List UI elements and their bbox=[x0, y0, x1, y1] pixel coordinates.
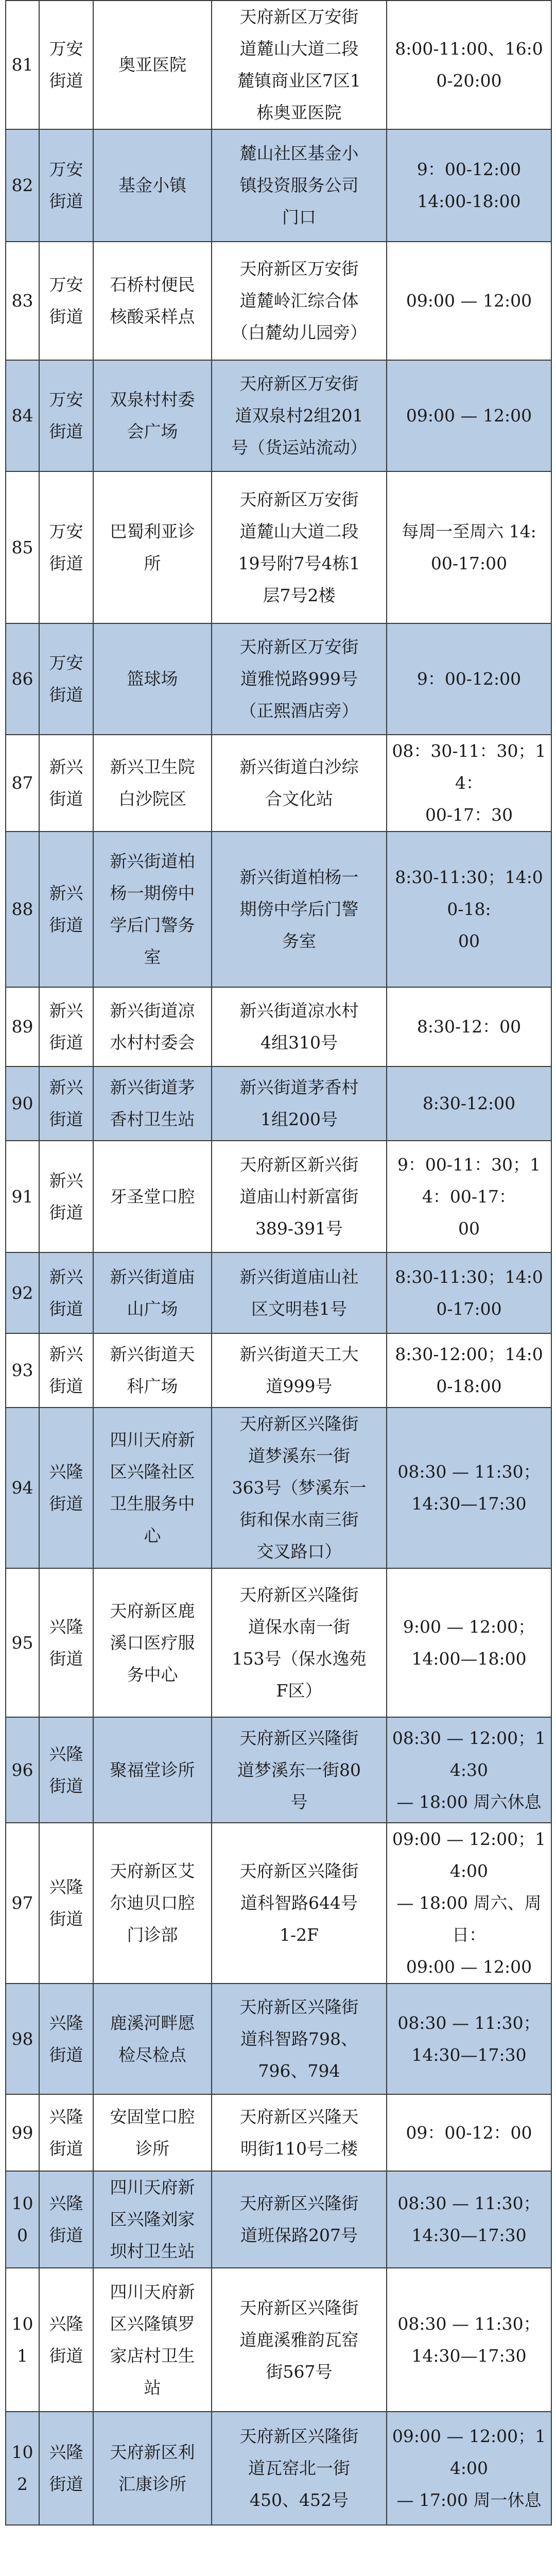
row-number-cell bbox=[6, 735, 39, 832]
street-cell bbox=[39, 2268, 93, 2412]
hours-cell bbox=[387, 1, 551, 129]
table-row bbox=[6, 242, 551, 360]
site-name-cell bbox=[93, 832, 212, 987]
address-text: 天府新区兴隆街 道科智路644号 1-2F bbox=[239, 1861, 359, 1945]
street-cell bbox=[39, 1141, 93, 1252]
street-cell bbox=[39, 1333, 93, 1408]
row-number-cell bbox=[6, 129, 39, 242]
hours-cell bbox=[387, 1568, 551, 1717]
hours-text: 8:30-12:00；14:00-18:00 bbox=[395, 1344, 543, 1396]
street-text: 万安 街道 bbox=[49, 389, 83, 442]
street-cell bbox=[39, 242, 93, 360]
hours-text: 09：00-12：00 bbox=[406, 2122, 532, 2143]
site-name-cell bbox=[93, 129, 212, 242]
site-name-cell bbox=[93, 1141, 212, 1252]
hours-text: 08:30 — 11:30； 14:30—17:30 bbox=[397, 2313, 541, 2366]
address-text: 天府新区兴隆街 道梦溪东一街 363号（梦溪东一 街和保水南三街 交叉路口） bbox=[232, 1414, 367, 1562]
street-cell bbox=[39, 1823, 93, 1984]
site-name-text: 牙圣堂口腔 bbox=[110, 1186, 195, 1207]
site-name-text: 天府新区利 汇康诊所 bbox=[110, 2442, 195, 2494]
hours-text: 8:00-11:00、16:00-20:00 bbox=[395, 39, 543, 91]
row-number-cell bbox=[6, 2171, 39, 2268]
street-text: 兴隆 街道 bbox=[49, 1743, 83, 1796]
street-text: 万安 街道 bbox=[49, 275, 83, 327]
site-name-cell bbox=[93, 987, 212, 1066]
table-row bbox=[6, 2412, 551, 2525]
site-name-text: 四川天府新 区兴隆镇罗 家店村卫生 站 bbox=[110, 2281, 195, 2398]
site-name-cell bbox=[93, 360, 212, 471]
site-name-cell bbox=[93, 1984, 212, 2094]
street-text: 新兴 街道 bbox=[49, 883, 83, 935]
hours-cell bbox=[387, 2412, 551, 2525]
street-cell bbox=[39, 1, 93, 129]
street-text: 万安 街道 bbox=[49, 653, 83, 705]
address-text: 新兴街道白沙综 合文化站 bbox=[239, 757, 359, 809]
address-text: 天府新区兴隆街 道瓦窑北一街 450、452号 bbox=[239, 2426, 359, 2510]
street-cell bbox=[39, 2171, 93, 2268]
hours-text: 8:30-11:30；14:00-17:00 bbox=[395, 1266, 543, 1319]
street-cell bbox=[39, 987, 93, 1066]
street-cell bbox=[39, 2412, 93, 2525]
hours-cell bbox=[387, 129, 551, 242]
table-row bbox=[6, 1252, 551, 1333]
row-number-cell bbox=[6, 1717, 39, 1823]
address-text: 天府新区万安街 道麓岭汇综合体 （白麓幼儿园旁） bbox=[231, 259, 367, 343]
street-text: 新兴 街道 bbox=[49, 1170, 83, 1223]
row-number-text: 91 bbox=[11, 1186, 33, 1207]
street-text: 兴隆 街道 bbox=[49, 2442, 83, 2494]
row-number-cell bbox=[6, 2094, 39, 2171]
row-number-cell bbox=[6, 832, 39, 987]
row-number-text: 99 bbox=[11, 2122, 33, 2143]
site-name-cell bbox=[93, 242, 212, 360]
street-text: 万安 街道 bbox=[49, 39, 83, 91]
address-text: 新兴街道茅香村 1组200号 bbox=[239, 1077, 359, 1129]
row-number-text: 84 bbox=[11, 405, 33, 426]
site-name-cell bbox=[93, 1568, 212, 1717]
row-number-text: 81 bbox=[11, 55, 33, 75]
site-name-text: 四川天府新 区兴隆刘家 坝村卫生站 bbox=[110, 2177, 195, 2261]
row-number-text: 97 bbox=[11, 1893, 33, 1913]
hours-cell bbox=[387, 242, 551, 360]
site-name-text: 新兴街道庙 山广场 bbox=[110, 1266, 195, 1319]
row-number-text: 94 bbox=[11, 1478, 33, 1498]
street-text: 兴隆 街道 bbox=[49, 2012, 83, 2065]
site-name-cell bbox=[93, 2094, 212, 2171]
row-number-cell bbox=[6, 1823, 39, 1984]
address-text: 天府新区兴隆街 道班保路207号 bbox=[239, 2193, 359, 2245]
street-cell bbox=[39, 360, 93, 471]
hours-cell bbox=[387, 360, 551, 471]
street-text: 万安 街道 bbox=[49, 521, 83, 573]
address-cell bbox=[212, 1717, 387, 1823]
hours-text: 8:30-11:30；14:00-18: 00 bbox=[395, 867, 543, 951]
hours-cell bbox=[387, 623, 551, 735]
address-cell bbox=[212, 2412, 387, 2525]
row-number-text: 93 bbox=[11, 1360, 33, 1380]
address-cell bbox=[212, 2268, 387, 2412]
site-name-cell bbox=[93, 2171, 212, 2268]
hours-cell bbox=[387, 735, 551, 832]
table-row bbox=[6, 623, 551, 735]
street-cell bbox=[39, 832, 93, 987]
row-number-cell bbox=[6, 2412, 39, 2525]
address-cell bbox=[212, 1, 387, 129]
street-text: 新兴 街道 bbox=[49, 1001, 83, 1053]
row-number-text: 96 bbox=[11, 1759, 33, 1780]
hours-cell bbox=[387, 1823, 551, 1984]
street-text: 兴隆 街道 bbox=[49, 2313, 83, 2366]
site-name-cell bbox=[93, 1408, 212, 1568]
table-row bbox=[6, 832, 551, 987]
address-text: 天府新区兴隆街 道梦溪东一街80 号 bbox=[237, 1727, 361, 1812]
row-number-text: 82 bbox=[11, 175, 33, 195]
site-name-text: 新兴街道柏 杨一期傍中 学后门警务 室 bbox=[110, 851, 195, 967]
street-cell bbox=[39, 471, 93, 623]
hours-text: 09:00 — 12:00；14:00 — 18:00 周六、周日： 09:00 — 12:00 bbox=[392, 1829, 546, 1977]
row-number-text: 86 bbox=[11, 669, 33, 689]
address-text: 天府新区万安街 道双泉村2组201 号（货运站流动） bbox=[231, 374, 367, 457]
street-text: 新兴 街道 bbox=[49, 1344, 83, 1396]
hours-text: 08：30-11：30；14： 00-17：30 bbox=[392, 741, 546, 825]
row-number-cell bbox=[6, 1141, 39, 1252]
site-name-text: 双泉村村委 会广场 bbox=[110, 389, 195, 442]
address-cell bbox=[212, 1984, 387, 2094]
site-name-text: 巴蜀利亚诊 所 bbox=[110, 521, 195, 573]
address-cell bbox=[212, 1333, 387, 1408]
row-number-cell bbox=[6, 1984, 39, 2094]
street-cell bbox=[39, 623, 93, 735]
address-cell bbox=[212, 1408, 387, 1568]
row-number-text: 102 bbox=[11, 2442, 33, 2494]
row-number-text: 85 bbox=[11, 537, 33, 557]
street-text: 万安 街道 bbox=[49, 159, 83, 211]
site-name-cell bbox=[93, 623, 212, 735]
hours-cell bbox=[387, 832, 551, 987]
hours-text: 每周一至周六 14: 00-17:00 bbox=[402, 521, 536, 573]
row-number-cell bbox=[6, 987, 39, 1066]
table-row bbox=[6, 1408, 551, 1568]
site-name-text: 新兴街道茅 香村卫生站 bbox=[110, 1077, 195, 1129]
site-name-cell bbox=[93, 471, 212, 623]
site-name-cell bbox=[93, 2412, 212, 2525]
address-text: 天府新区万安街 道麓山大道二段 麓镇商业区7区1 栋奥亚医院 bbox=[237, 7, 361, 123]
row-number-text: 90 bbox=[11, 1093, 33, 1113]
table-row bbox=[6, 2268, 551, 2412]
address-text: 天府新区兴隆天 明街110号二楼 bbox=[239, 2106, 359, 2159]
table-row bbox=[6, 987, 551, 1066]
street-cell bbox=[39, 735, 93, 832]
row-number-text: 89 bbox=[11, 1016, 33, 1037]
table-body bbox=[6, 1, 551, 2525]
site-name-text: 天府新区鹿 溪口医疗服 务中心 bbox=[110, 1600, 195, 1685]
table-row bbox=[6, 471, 551, 623]
site-name-text: 四川天府新 区兴隆社区 卫生服务中 心 bbox=[110, 1430, 195, 1546]
address-cell bbox=[212, 735, 387, 832]
site-name-cell bbox=[93, 1717, 212, 1823]
hours-cell bbox=[387, 2094, 551, 2171]
table-row bbox=[6, 1, 551, 129]
street-cell bbox=[39, 129, 93, 242]
address-cell bbox=[212, 360, 387, 471]
hours-cell bbox=[387, 1066, 551, 1141]
hours-cell bbox=[387, 2171, 551, 2268]
table-row bbox=[6, 1333, 551, 1408]
hours-cell bbox=[387, 1252, 551, 1333]
table-row bbox=[6, 1568, 551, 1717]
site-name-text: 新兴卫生院 白沙院区 bbox=[110, 757, 195, 809]
address-text: 新兴街道庙山社 区文明巷1号 bbox=[239, 1266, 359, 1319]
row-number-cell bbox=[6, 2268, 39, 2412]
site-name-cell bbox=[93, 1823, 212, 1984]
address-text: 天府新区兴隆街 道鹿溪雅韵瓦窑 街567号 bbox=[239, 2297, 359, 2382]
address-cell bbox=[212, 1568, 387, 1717]
address-text: 天府新区兴隆街 道保水南一街 153号（保水逸苑 F区） bbox=[232, 1584, 367, 1701]
site-name-cell bbox=[93, 2268, 212, 2412]
address-text: 天府新区新兴街 道庙山村新富街 389-391号 bbox=[239, 1154, 359, 1239]
site-name-text: 聚福堂诊所 bbox=[110, 1759, 195, 1780]
hours-text: 9：00-12:00 bbox=[416, 669, 522, 689]
row-number-text: 88 bbox=[11, 899, 33, 919]
hours-cell bbox=[387, 1717, 551, 1823]
hours-text: 08:30 — 12:00；14:30 — 18:00 周六休息 bbox=[392, 1727, 546, 1812]
site-name-cell bbox=[93, 1, 212, 129]
address-text: 麓山社区基金小 镇投资服务公司 门口 bbox=[239, 143, 359, 227]
address-text: 新兴街道天工大 道999号 bbox=[239, 1344, 359, 1396]
row-number-text: 101 bbox=[11, 2313, 33, 2366]
hours-text: 9：00-12:00 14:00-18:00 bbox=[416, 159, 522, 211]
site-name-text: 新兴街道凉 水村村委会 bbox=[110, 1001, 195, 1053]
address-cell bbox=[212, 832, 387, 987]
site-name-text: 新兴街道天 科广场 bbox=[110, 1344, 195, 1396]
row-number-cell bbox=[6, 1333, 39, 1408]
address-text: 新兴街道凉水村 4组310号 bbox=[239, 1001, 359, 1053]
row-number-cell bbox=[6, 1568, 39, 1717]
row-number-cell bbox=[6, 471, 39, 623]
table-row bbox=[6, 735, 551, 832]
hours-cell bbox=[387, 1141, 551, 1252]
address-cell bbox=[212, 242, 387, 360]
address-cell bbox=[212, 2094, 387, 2171]
address-cell bbox=[212, 1066, 387, 1141]
address-cell bbox=[212, 471, 387, 623]
row-number-cell bbox=[6, 1408, 39, 1568]
row-number-cell bbox=[6, 1066, 39, 1141]
site-name-cell bbox=[93, 1252, 212, 1333]
hours-text: 09:00 — 12:00 bbox=[406, 291, 532, 311]
street-cell bbox=[39, 1984, 93, 2094]
table-row bbox=[6, 1823, 551, 1984]
table-row bbox=[6, 1141, 551, 1252]
row-number-text: 95 bbox=[11, 1632, 33, 1653]
site-name-text: 奥亚医院 bbox=[118, 55, 186, 75]
hours-cell bbox=[387, 471, 551, 623]
table-row bbox=[6, 2171, 551, 2268]
hours-text: 9：00-11：30；14：00-17： 00 bbox=[397, 1154, 541, 1239]
hours-text: 08:30 — 11:30； 14:30—17:30 bbox=[397, 2012, 541, 2065]
address-cell bbox=[212, 987, 387, 1066]
street-cell bbox=[39, 1717, 93, 1823]
row-number-cell bbox=[6, 360, 39, 471]
site-name-cell bbox=[93, 735, 212, 832]
row-number-cell bbox=[6, 242, 39, 360]
address-cell bbox=[212, 1823, 387, 1984]
site-name-text: 篮球场 bbox=[127, 669, 178, 689]
row-number-cell bbox=[6, 623, 39, 735]
row-number-text: 87 bbox=[11, 773, 33, 793]
site-name-text: 石桥村便民 核酸采样点 bbox=[110, 275, 195, 327]
hours-cell bbox=[387, 987, 551, 1066]
address-cell bbox=[212, 2171, 387, 2268]
table-row bbox=[6, 129, 551, 242]
table-row bbox=[6, 360, 551, 471]
street-text: 新兴 街道 bbox=[49, 757, 83, 809]
site-name-text: 基金小镇 bbox=[118, 175, 186, 195]
site-name-cell bbox=[93, 1066, 212, 1141]
row-number-text: 98 bbox=[11, 2028, 33, 2049]
hours-cell bbox=[387, 2268, 551, 2412]
street-text: 兴隆 街道 bbox=[49, 1616, 83, 1669]
row-number-cell bbox=[6, 1252, 39, 1333]
hours-text: 08:30 — 11:30； 14:30—17:30 bbox=[397, 2193, 541, 2245]
street-cell bbox=[39, 1408, 93, 1568]
address-cell bbox=[212, 623, 387, 735]
table-row bbox=[6, 1717, 551, 1823]
street-cell bbox=[39, 2094, 93, 2171]
address-cell bbox=[212, 129, 387, 242]
street-text: 兴隆 街道 bbox=[49, 2193, 83, 2245]
street-text: 新兴 街道 bbox=[49, 1266, 83, 1319]
street-text: 兴隆 街道 bbox=[49, 1462, 83, 1514]
address-cell bbox=[212, 1252, 387, 1333]
table-row bbox=[6, 1984, 551, 2094]
address-cell bbox=[212, 1141, 387, 1252]
site-name-text: 鹿溪河畔愿 检尽检点 bbox=[110, 2012, 195, 2065]
table-row bbox=[6, 1066, 551, 1141]
row-number-text: 83 bbox=[11, 291, 33, 311]
street-text: 新兴 街道 bbox=[49, 1077, 83, 1129]
hours-text: 08:30 — 11:30； 14:30—17:30 bbox=[397, 1462, 541, 1514]
address-text: 天府新区万安街 道雅悦路999号 （正熙酒店旁） bbox=[239, 637, 359, 721]
hours-text: 8:30-12:00 bbox=[422, 1093, 516, 1113]
hours-text: 09:00 — 12:00；14:00 — 17:00 周一休息 bbox=[392, 2426, 546, 2510]
site-name-text: 天府新区艾 尔迪贝口腔 门诊部 bbox=[110, 1861, 195, 1945]
table-row bbox=[6, 2094, 551, 2171]
street-cell bbox=[39, 1252, 93, 1333]
address-text: 新兴街道柏杨一 期傍中学后门警 务室 bbox=[239, 867, 359, 951]
hours-text: 9:00 — 12:00； 14:00—18:00 bbox=[403, 1616, 535, 1669]
address-text: 天府新区万安街 道麓山大道二段 19号附7号4栋1 层7号2楼 bbox=[238, 489, 360, 605]
hours-text: 8:30-12：00 bbox=[416, 1016, 522, 1037]
street-text: 兴隆 街道 bbox=[49, 1877, 83, 1929]
site-name-text: 安固堂口腔 诊所 bbox=[110, 2106, 195, 2159]
hours-cell bbox=[387, 1984, 551, 2094]
address-text: 天府新区兴隆街 道科智路798、 796、794 bbox=[239, 1996, 359, 2081]
row-number-text: 92 bbox=[11, 1282, 33, 1303]
row-number-cell bbox=[6, 1, 39, 129]
hours-cell bbox=[387, 1333, 551, 1408]
street-text: 兴隆 街道 bbox=[49, 2106, 83, 2159]
testing-sites-table bbox=[5, 0, 552, 2526]
hours-cell bbox=[387, 1408, 551, 1568]
site-name-cell bbox=[93, 1333, 212, 1408]
street-cell bbox=[39, 1568, 93, 1717]
row-number-text: 100 bbox=[11, 2193, 33, 2245]
hours-text: 09:00 — 12:00 bbox=[406, 405, 532, 426]
street-cell bbox=[39, 1066, 93, 1141]
